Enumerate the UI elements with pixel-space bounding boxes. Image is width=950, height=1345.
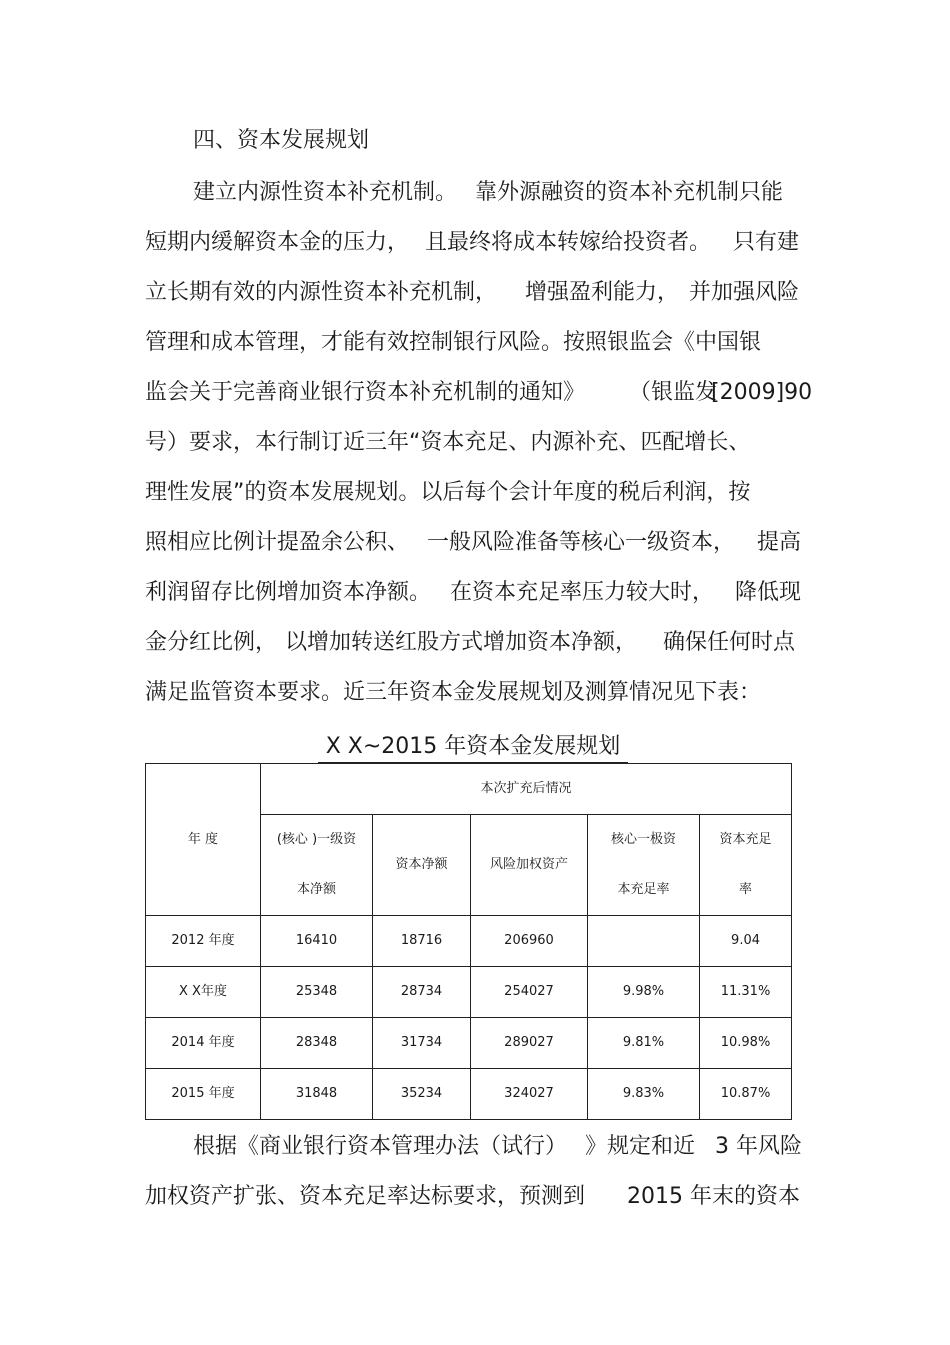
table-cell: 10.98%: [700, 1018, 792, 1069]
table-row: [146, 1018, 792, 1069]
row-year: 2012 年度: [146, 916, 261, 967]
table-cell: 31734: [373, 1018, 471, 1069]
table-cell: 289027: [471, 1018, 588, 1069]
table-cell: 206960: [471, 916, 588, 967]
table-cell: 9.83%: [588, 1069, 700, 1120]
table-cell: 9.81%: [588, 1018, 700, 1069]
table-row: [146, 916, 792, 967]
table-row: [146, 967, 792, 1018]
table-cell: 31848: [261, 1069, 373, 1120]
table-cell: 11.31%: [700, 967, 792, 1018]
row-year: 2014 年度: [146, 1018, 261, 1069]
table-cell: 25348: [261, 967, 373, 1018]
column-header: 风险加权资产: [471, 815, 588, 916]
table-row: [146, 1069, 792, 1120]
year-header: 年 度: [146, 764, 261, 916]
table-cell: 18716: [373, 916, 471, 967]
table-cell: 10.87%: [700, 1069, 792, 1120]
column-header: (核心 )一级资 本净额: [261, 815, 373, 916]
capital-plan-table: [145, 763, 792, 1120]
table-cell: 35234: [373, 1069, 471, 1120]
table-cell: [588, 916, 700, 967]
column-header: 资本净额: [373, 815, 471, 916]
group-header: 本次扩充后情况: [261, 764, 792, 815]
table-cell: 9.98%: [588, 967, 700, 1018]
table-cell: 28734: [373, 967, 471, 1018]
column-header: 资本充足 率: [700, 815, 792, 916]
table-title: X X~2015 年资本金发展规划: [318, 732, 628, 763]
table-cell: 254027: [471, 967, 588, 1018]
column-header: 核心一极资 本充足率: [588, 815, 700, 916]
table-cell: 28348: [261, 1018, 373, 1069]
table-cell: 324027: [471, 1069, 588, 1120]
table-cell: 16410: [261, 916, 373, 967]
table-cell: 9.04: [700, 916, 792, 967]
row-year: X X年度: [146, 967, 261, 1018]
row-year: 2015 年度: [146, 1069, 261, 1120]
